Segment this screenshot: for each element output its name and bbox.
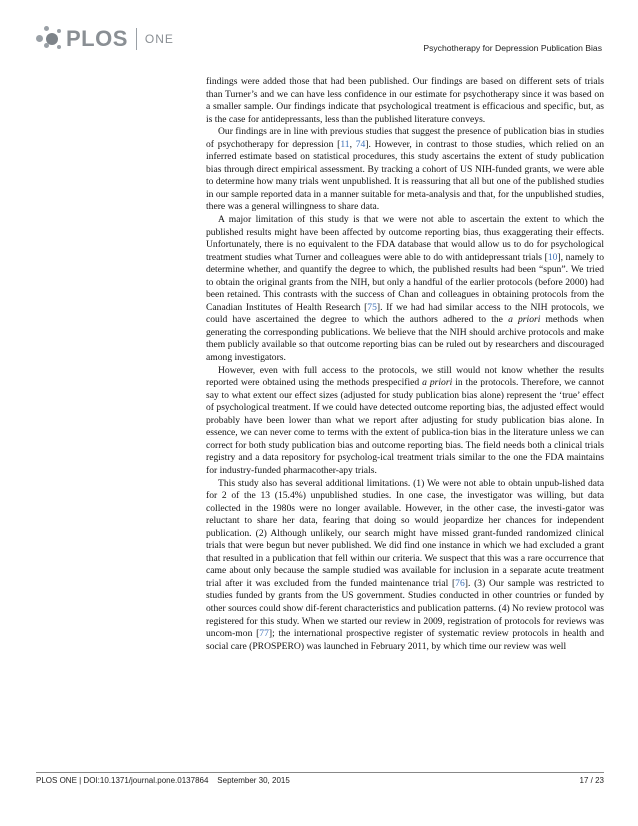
paragraph-text: However, even with full access to the protocols, we still would not know whether the results reported were obtained using the methods prespecified: [206, 364, 604, 389]
footer-divider: [36, 772, 604, 773]
paragraph-text: ]. However, in contrast to those studies, which relied on an inferred estimate based on statistical procedures, this study ascertains the extent of study publication bias through direct empirical assessment. By tracking a cohort of US NIH-funded grants, we were able to determine how many trials went unpublished. It is reassuring that all but one of the published studies in our sample reported data in a manner suitable for meta-analysis and that, for the unpublished studies, there was a general willingness to share data.: [206, 138, 604, 213]
body-paragraph: [206, 126, 604, 214]
plos-one-logo: [36, 26, 174, 52]
citation-link[interactable]: 10: [547, 251, 558, 263]
paragraph-text: in the protocols. Therefore, we cannot say to what extent our effect sizes (adjusted for study publication bias alone) represent the ‘true’ effect of psychological treatment. If we could have detected outcome reporting bias, the adjusted effect would probably have been lower than what we report after adjusting for study publication bias alone. In essence, we can never come to terms with the extent of publica-tion bias in the literature unless we can correct for both study publication bias and outcome reporting bias. The field needs both a clinical trials registry and a data repository for psycholog-ical treatment trials similar to the one the FDA maintains for industry-funded pharmacother-apy trials.: [206, 377, 604, 476]
logo-text: PLOS: [66, 26, 128, 51]
paragraph-text: A major limitation of this study is that we were not able to ascertain the extent to which the published results might have been affected by outcome reporting bias, thus exaggerating their effects. Unfortunately, there is no equivalent to the FDA database that would allow us to do for psychological treatment studies what Turner and colleagues were able to do with antidepressant trials [: [206, 214, 604, 263]
running-title: Psychotherapy for Depression Publication Bias: [423, 43, 602, 53]
article-body: [206, 76, 604, 653]
citation-link[interactable]: 74: [355, 138, 366, 150]
emphasis-text: a priori: [508, 314, 541, 326]
logo-subtitle: ONE: [144, 32, 174, 46]
citation-link[interactable]: 76: [455, 577, 465, 589]
paragraph-text: ,: [349, 138, 356, 150]
body-paragraph: [206, 478, 604, 654]
plos-logo-icon: [36, 26, 62, 52]
citation-link[interactable]: 11: [340, 138, 350, 150]
paragraph-text: This study also has several additional limitations. (1) We were not able to obtain unpub-lished data for 2 of the 13 (15.4%) unpublished studies. In one case, the investigator was willing, but data collected in the 1980s were no longer available. However, in the other case, the investi-gator was reluctant to share her data, fearing that doing so would jeopardize her chances for independent publication. (2) Although unlikely, our search might have missed grant-funded randomized clinical trials that were begun but never published. We did find one instance in which we had excluded a grant that resulted in a publication that fell within our criteria. We suspect that this was a rare occurrence that came about only because the sample studied was available for inclusion in a separate acute treatment trial after it was excluded from the funded maintenance trial [: [206, 477, 604, 589]
body-paragraph: [206, 214, 604, 365]
page-number: 17 / 23: [579, 776, 604, 785]
logo-separator: [136, 28, 137, 50]
footer-citation: PLOS ONE | DOI:10.1371/journal.pone.0137864 September 30, 2015: [36, 776, 290, 785]
body-paragraph: [206, 76, 604, 126]
paragraph-text: ]. (3) Our sample was restricted to studies funded by grants from the US government. Studies conducted in other countries or funded by other sources could show dif-ferent characteristics and publication patterns. (4) No review protocol was registered for this study. When we started our review in 2009, registration of protocols for reviews was uncom-mon [: [206, 577, 605, 640]
body-paragraph: [206, 365, 604, 478]
paragraph-text: methods when generating the corresponding publications. We believe that the NIH should archive protocols and make them publicly available so that outcome reporting bias can be ruled out by researchers and discouraged among investigators.: [206, 314, 604, 364]
paragraph-text: ]. If we had had similar access to the NIH protocols, we could have ascertained the degree to which the authors adhered to the: [206, 301, 604, 326]
emphasis-text: a priori: [422, 377, 453, 389]
paragraph-text: findings were added those that had been published. Our findings are based on different sets of trials than Turner’s and we can have less confidence in our estimate for psychotherapy since it was based on a smaller sample. Our findings indicate that psychological treatment is efficacious and specific, but, as is the case for antidepressants, less than the published literature conveys.: [206, 76, 604, 125]
citation-link[interactable]: 77: [259, 628, 269, 640]
citation-link[interactable]: 75: [367, 301, 377, 313]
page-header: [0, 0, 638, 60]
paragraph-text: ], namely to determine whether, and quantify the degree to which, the published results had been “spun”. We tried to obtain the original grants from the NIH, but only a handful of the earlier protocols (before 2000) had been retained. This contrasts with the success of Chan and colleagues in obtaining protocols from the Canadian Institutes of Health Research [: [206, 251, 605, 313]
paragraph-text: ]; the international prospective register of systematic review protocols in health and social care (PROSPERO) was launched in February 2011, by which time our review was well: [206, 628, 604, 652]
paragraph-text: Our findings are in line with previous studies that suggest the presence of publication bias in studies of psychotherapy for depression [: [206, 126, 604, 150]
